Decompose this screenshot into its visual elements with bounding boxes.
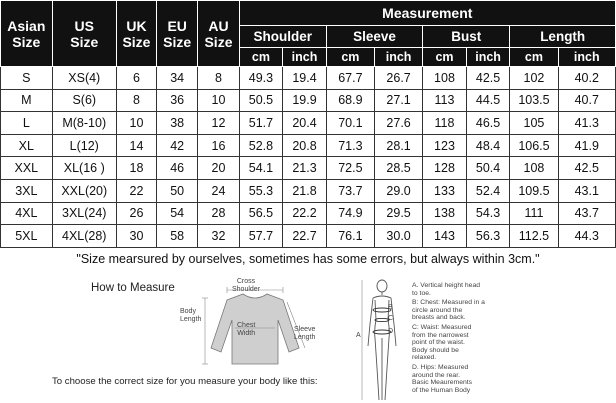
table-cell: 123 — [423, 134, 467, 157]
table-cell: 55.3 — [239, 179, 283, 202]
header-length: Length — [510, 26, 616, 48]
table-cell: 128 — [423, 157, 467, 180]
table-cell: 68.9 — [326, 89, 374, 112]
how-to-measure-panel — [0, 276, 616, 403]
table-cell: 112.5 — [510, 225, 558, 248]
table-cell: 16 — [198, 134, 239, 157]
table-cell: 6 — [116, 67, 156, 90]
table-cell: 54 — [157, 202, 198, 225]
header-measurement: Measurement — [239, 1, 615, 26]
table-cell: 34 — [157, 67, 198, 90]
table-cell: 113 — [423, 89, 467, 112]
table-cell: S(6) — [52, 89, 116, 112]
table-cell: XL(16 ) — [52, 157, 116, 180]
table-cell: 74.9 — [326, 202, 374, 225]
table-cell: 108 — [423, 67, 467, 90]
header-unit-inch: inch — [558, 48, 615, 67]
table-cell: XXL — [1, 157, 53, 180]
table-cell: 109.5 — [510, 179, 558, 202]
table-cell: 49.3 — [239, 67, 283, 90]
header-au-size: AU Size — [198, 1, 239, 67]
table-cell: 40.2 — [558, 67, 615, 90]
table-cell: 143 — [423, 225, 467, 248]
table-row — [1, 89, 616, 112]
table-cell: 72.5 — [326, 157, 374, 180]
header-asian-size: Asian Size — [1, 1, 53, 67]
table-cell: 19.4 — [283, 67, 327, 90]
table-cell: 133 — [423, 179, 467, 202]
table-cell: 50 — [157, 179, 198, 202]
table-cell: M — [1, 89, 53, 112]
header-unit-cm: cm — [239, 48, 283, 67]
table-cell: 28 — [198, 202, 239, 225]
header-shoulder: Shoulder — [239, 26, 326, 48]
header-unit-inch: inch — [283, 48, 327, 67]
figure-letter-b: B — [388, 304, 393, 311]
table-cell: L(12) — [52, 134, 116, 157]
figure-letter-d: D — [388, 328, 394, 335]
table-row — [1, 202, 616, 225]
table-cell: 29.5 — [375, 202, 423, 225]
table-cell: 26.7 — [375, 67, 423, 90]
table-cell: 22 — [116, 179, 156, 202]
table-cell: 58 — [157, 225, 198, 248]
table-cell: 30.0 — [375, 225, 423, 248]
table-cell: 41.3 — [558, 112, 615, 135]
table-cell: 57.7 — [239, 225, 283, 248]
table-cell: 28.1 — [375, 134, 423, 157]
table-cell: 42.5 — [558, 157, 615, 180]
table-cell: 32 — [198, 225, 239, 248]
table-cell: 71.3 — [326, 134, 374, 157]
table-cell: 10 — [116, 112, 156, 135]
table-cell: 20.4 — [283, 112, 327, 135]
table-cell: 44.3 — [558, 225, 615, 248]
table-cell: 27.6 — [375, 112, 423, 135]
table-cell: 3XL — [1, 179, 53, 202]
table-cell: 56.5 — [239, 202, 283, 225]
note-height: A. Vertical height head to toe. — [412, 282, 481, 297]
table-cell: 21.8 — [283, 179, 327, 202]
header-unit-cm: cm — [326, 48, 374, 67]
body-length-label: Body Length — [180, 308, 202, 323]
table-cell: 70.1 — [326, 112, 374, 135]
table-cell: 24 — [198, 179, 239, 202]
header-us-size: US Size — [52, 1, 116, 67]
table-cell: 50.4 — [466, 157, 510, 180]
note-chest: B: Chest: Measured in a circle around the breasts and back. — [412, 299, 485, 322]
table-cell: 42.5 — [466, 67, 510, 90]
table-cell: XL — [1, 134, 53, 157]
figure-letter-a: A — [356, 332, 361, 339]
note-row — [1, 247, 616, 270]
table-cell: 138 — [423, 202, 467, 225]
table-cell: M(8-10) — [52, 112, 116, 135]
table-cell: XXL(20) — [52, 179, 116, 202]
table-cell: 46 — [157, 157, 198, 180]
table-cell: 48.4 — [466, 134, 510, 157]
table-cell: 8 — [198, 67, 239, 90]
header-unit-cm: cm — [510, 48, 558, 67]
table-cell: 20 — [198, 157, 239, 180]
table-cell: 50.5 — [239, 89, 283, 112]
table-cell: 36 — [157, 89, 198, 112]
table-cell: 40.7 — [558, 89, 615, 112]
table-cell: 46.5 — [466, 112, 510, 135]
table-cell: 44.5 — [466, 89, 510, 112]
table-cell: 42 — [157, 134, 198, 157]
how-to-measure-title: How to Measure — [91, 282, 175, 294]
header-bust: Bust — [423, 26, 510, 48]
table-cell: 20.8 — [283, 134, 327, 157]
table-cell: 106.5 — [510, 134, 558, 157]
measure-caption: To choose the correct size for you measure your body like this: — [52, 376, 318, 387]
sleeve-length-label: Sleeve Length — [294, 326, 316, 341]
table-cell: 5XL — [1, 225, 53, 248]
table-row — [1, 157, 616, 180]
table-cell: 103.5 — [510, 89, 558, 112]
header-eu-size: EU Size — [157, 1, 198, 67]
table-cell: 111 — [510, 202, 558, 225]
table-cell: 19.9 — [283, 89, 327, 112]
table-cell: 10 — [198, 89, 239, 112]
table-cell: 18 — [116, 157, 156, 180]
table-cell: 4XL(28) — [52, 225, 116, 248]
note-waist: C: Waist: Measured from the narrowest point of the waist. Body should be relaxed. — [412, 323, 472, 362]
table-cell: 56.3 — [466, 225, 510, 248]
table-cell: 51.7 — [239, 112, 283, 135]
cross-shoulder-label: Cross Shoulder — [232, 278, 261, 293]
table-cell: 12 — [198, 112, 239, 135]
table-cell: 73.7 — [326, 179, 374, 202]
header-unit-inch: inch — [466, 48, 510, 67]
table-cell: 105 — [510, 112, 558, 135]
table-row — [1, 134, 616, 157]
table-cell: 27.1 — [375, 89, 423, 112]
figure-letter-c: C — [388, 315, 394, 322]
table-cell: 54.3 — [466, 202, 510, 225]
table-cell: 29.0 — [375, 179, 423, 202]
note-hips: D. Hips: Measured around the rear. Basic Meaurements of the Human Body — [412, 363, 473, 394]
measurement-notes — [412, 282, 612, 396]
table-cell: 43.7 — [558, 202, 615, 225]
table-cell: 54.1 — [239, 157, 283, 180]
table-cell: 102 — [510, 67, 558, 90]
table-cell: 4XL — [1, 202, 53, 225]
table-cell: 22.2 — [283, 202, 327, 225]
table-row — [1, 112, 616, 135]
table-cell: 28.5 — [375, 157, 423, 180]
header-sleeve: Sleeve — [326, 26, 422, 48]
table-cell: 76.1 — [326, 225, 374, 248]
table-cell: 3XL(24) — [52, 202, 116, 225]
chest-width-label: Chest Width — [237, 322, 256, 337]
table-cell: 22.7 — [283, 225, 327, 248]
table-cell: 14 — [116, 134, 156, 157]
table-row — [1, 225, 616, 248]
header-unit-cm: cm — [423, 48, 467, 67]
table-cell: 52.8 — [239, 134, 283, 157]
header-uk-size: UK Size — [116, 1, 156, 67]
table-row — [1, 179, 616, 202]
table-cell: 26 — [116, 202, 156, 225]
table-cell: L — [1, 112, 53, 135]
table-cell: 43.1 — [558, 179, 615, 202]
header-unit-inch: inch — [375, 48, 423, 67]
table-cell: 52.4 — [466, 179, 510, 202]
table-cell: S — [1, 67, 53, 90]
table-cell: 8 — [116, 89, 156, 112]
table-cell: 108 — [510, 157, 558, 180]
table-cell: 118 — [423, 112, 467, 135]
table-cell: 38 — [157, 112, 198, 135]
table-cell: XS(4) — [52, 67, 116, 90]
table-cell: 67.7 — [326, 67, 374, 90]
table-cell: 30 — [116, 225, 156, 248]
table-cell: 41.9 — [558, 134, 615, 157]
table-row — [1, 67, 616, 90]
table-cell: 21.3 — [283, 157, 327, 180]
measurement-note: "Size mearsured by ourselves, sometimes has some errors, but always within 3cm." — [76, 251, 540, 266]
size-rows — [1, 67, 616, 270]
